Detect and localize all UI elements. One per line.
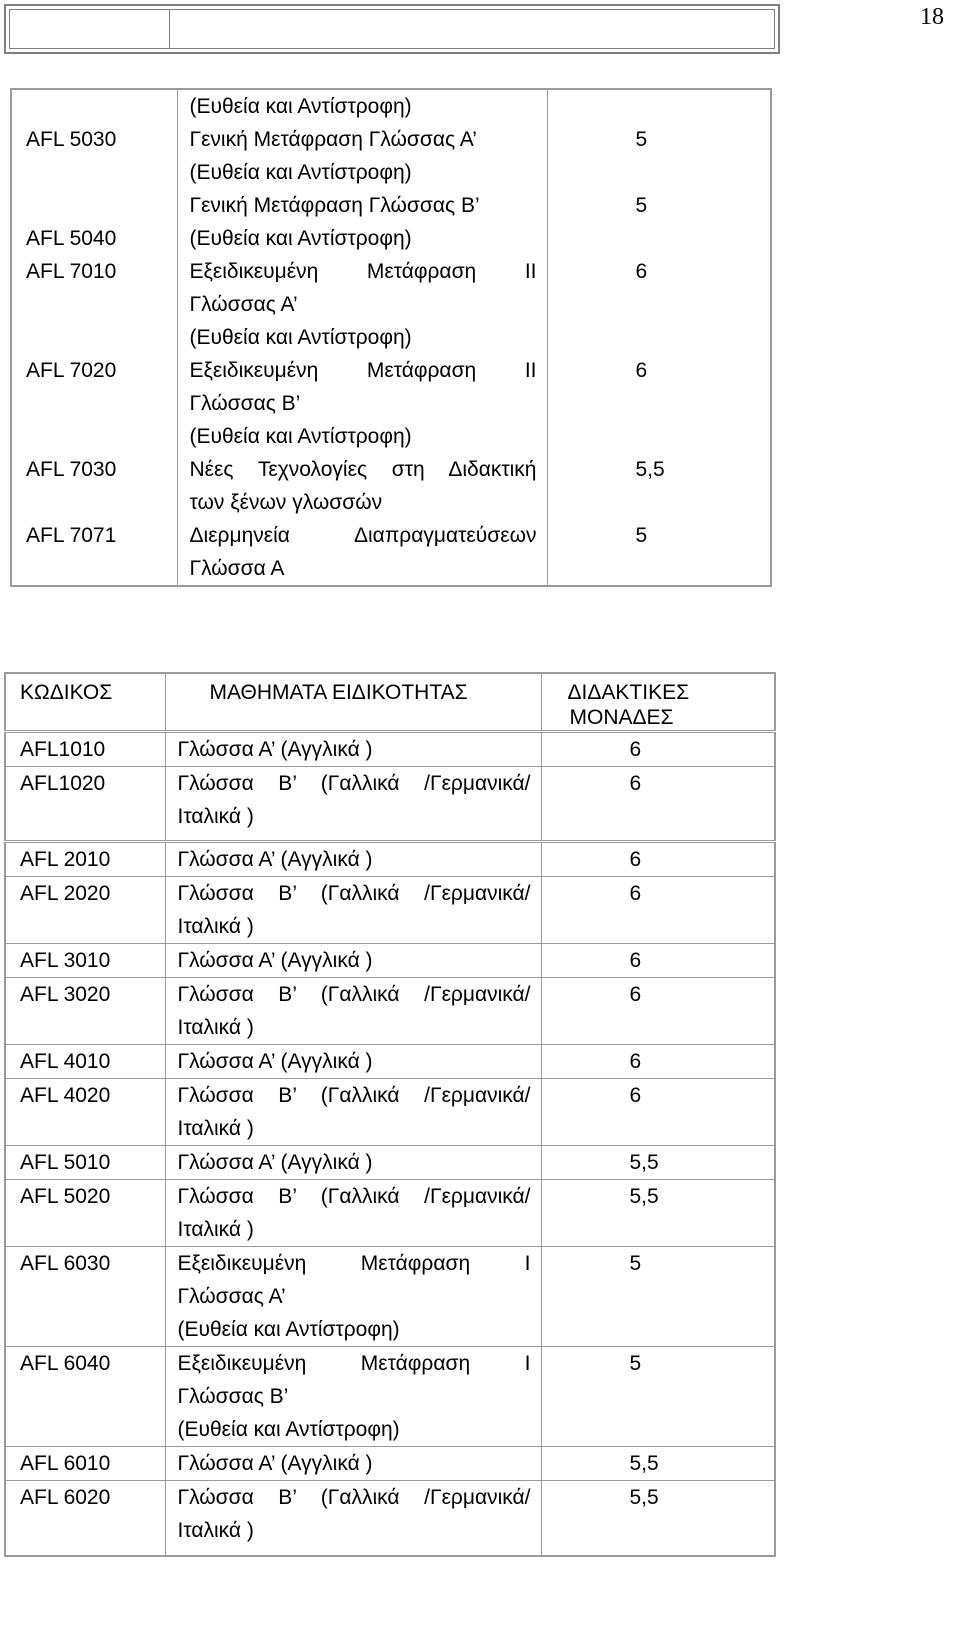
course-units: 6: [541, 767, 775, 842]
column-header-courses: ΜΑΘΗΜΑΤΑ ΕΙΔΙΚΟΤΗΤΑΣ: [165, 673, 541, 732]
course-code: AFL 6040: [5, 1347, 165, 1447]
course-code: [11, 89, 177, 123]
course-code: AFL 2010: [5, 842, 165, 877]
course-code: AFL 5040: [11, 189, 177, 255]
course-units: 6: [547, 255, 771, 354]
table-row: [5, 877, 775, 944]
course-units: 6: [547, 354, 771, 453]
table-row: [11, 189, 771, 255]
course-title: Γλώσσα Β’ (Γαλλικά /Γερμανικά/ Ιταλικά ): [165, 1079, 541, 1146]
course-units: 6: [541, 978, 775, 1045]
course-code: AFL 5010: [5, 1146, 165, 1180]
table-row: [11, 354, 771, 453]
course-units: 5,5: [541, 1481, 775, 1557]
course-units: 5,5: [541, 1447, 775, 1481]
table-row: [11, 123, 771, 189]
course-title: Γλώσσα Α’ (Αγγλικά ): [165, 1045, 541, 1079]
table-row: [11, 89, 771, 123]
course-code: AFL 5030: [11, 123, 177, 189]
table-row: [5, 944, 775, 978]
course-code: AFL 4020: [5, 1079, 165, 1146]
course-title: (Ευθεία και Αντίστροφη): [177, 89, 547, 123]
course-units: 5,5: [547, 453, 771, 519]
course-units: 5: [541, 1347, 775, 1447]
table-row: [11, 255, 771, 354]
course-code: AFL 7020: [11, 354, 177, 453]
course-title: Εξειδικευμένη Μετάφραση I Γλώσσας Β’ (Ευθεία και Αντίστροφη): [165, 1347, 541, 1447]
table-row: [11, 519, 771, 586]
course-units: 6: [541, 877, 775, 944]
course-units: [547, 89, 771, 123]
course-code: AFL1010: [5, 732, 165, 767]
course-title: Γλώσσα Α’ (Αγγλικά ): [165, 944, 541, 978]
course-title: Γλώσσα Β’ (Γαλλικά /Γερμανικά/ Ιταλικά ): [165, 767, 541, 842]
course-code: AFL 7071: [11, 519, 177, 586]
course-units: 6: [541, 944, 775, 978]
table-row: [5, 1045, 775, 1079]
course-title: Εξειδικευμένη Μετάφραση II Γλώσσας Β’ (Ευθεία και Αντίστροφη): [177, 354, 547, 453]
course-code: AFL 6020: [5, 1481, 165, 1557]
course-code: AFL 2020: [5, 877, 165, 944]
course-code: AFL 3020: [5, 978, 165, 1045]
column-header-code: ΚΩΔΙΚΟΣ: [5, 673, 165, 732]
table-row: [5, 732, 775, 767]
page-header-inner: [9, 9, 775, 49]
course-title: Νέες Τεχνολογίες στη Διδακτική των ξένων γλωσσών: [177, 453, 547, 519]
table-header-row: [5, 673, 775, 732]
specialty-courses-table: [4, 672, 776, 1557]
course-code: AFL 7010: [11, 255, 177, 354]
column-header-units: ΔΙΔΑΚΤΙΚΕΣ ΜΟΝΑΔΕΣ: [541, 673, 775, 732]
course-code: AFL 4010: [5, 1045, 165, 1079]
course-title: Γενική Μετάφραση Γλώσσας Α’ (Ευθεία και Αντίστροφη): [177, 123, 547, 189]
table-row: [5, 842, 775, 877]
table-row: [5, 1247, 775, 1347]
course-code: AFL 5020: [5, 1180, 165, 1247]
course-title: Γενική Μετάφραση Γλώσσας Β’ (Ευθεία και Αντίστροφη): [177, 189, 547, 255]
course-units: 5: [547, 189, 771, 255]
page-number: 18: [920, 4, 944, 30]
course-units: 5,5: [541, 1146, 775, 1180]
course-title: Γλώσσα Β’ (Γαλλικά /Γερμανικά/ Ιταλικά ): [165, 877, 541, 944]
table-row: [5, 1180, 775, 1247]
table-row: [5, 978, 775, 1045]
course-units: 5: [547, 123, 771, 189]
table-row: [5, 1481, 775, 1557]
course-units: 6: [541, 1079, 775, 1146]
course-title: Γλώσσα Β’ (Γαλλικά /Γερμανικά/ Ιταλικά ): [165, 1180, 541, 1247]
course-code: AFL 3010: [5, 944, 165, 978]
course-title: Γλώσσα Β’ (Γαλλικά /Γερμανικά/ Ιταλικά ): [165, 1481, 541, 1557]
course-units: 5: [547, 519, 771, 586]
course-title: Διερμηνεία Διαπραγματεύσεων Γλώσσα Α: [177, 519, 547, 586]
course-units: 5,5: [541, 1180, 775, 1247]
course-title: Γλώσσα Α’ (Αγγλικά ): [165, 842, 541, 877]
header-divider: [169, 9, 170, 49]
course-code: AFL 6030: [5, 1247, 165, 1347]
course-units: 6: [541, 1045, 775, 1079]
courses-table-continued: [10, 88, 772, 587]
course-units: 5: [541, 1247, 775, 1347]
course-units: 6: [541, 732, 775, 767]
course-title: Γλώσσα Β’ (Γαλλικά /Γερμανικά/ Ιταλικά ): [165, 978, 541, 1045]
course-code: AFL1020: [5, 767, 165, 842]
course-code: AFL 6010: [5, 1447, 165, 1481]
course-units: 6: [541, 842, 775, 877]
page-header-frame: [4, 4, 780, 54]
course-title: Γλώσσα Α’ (Αγγλικά ): [165, 732, 541, 767]
course-title: Γλώσσα Α’ (Αγγλικά ): [165, 1447, 541, 1481]
table-row: [5, 767, 775, 842]
course-title: Εξειδικευμένη Μετάφραση II Γλώσσας Α’ (Ευθεία και Αντίστροφη): [177, 255, 547, 354]
table-row: [11, 453, 771, 519]
course-code: AFL 7030: [11, 453, 177, 519]
table-row: [5, 1079, 775, 1146]
table-row: [5, 1447, 775, 1481]
course-title: Εξειδικευμένη Μετάφραση I Γλώσσας Α’ (Ευθεία και Αντίστροφη): [165, 1247, 541, 1347]
table-row: [5, 1347, 775, 1447]
course-title: Γλώσσα Α’ (Αγγλικά ): [165, 1146, 541, 1180]
table-row: [5, 1146, 775, 1180]
